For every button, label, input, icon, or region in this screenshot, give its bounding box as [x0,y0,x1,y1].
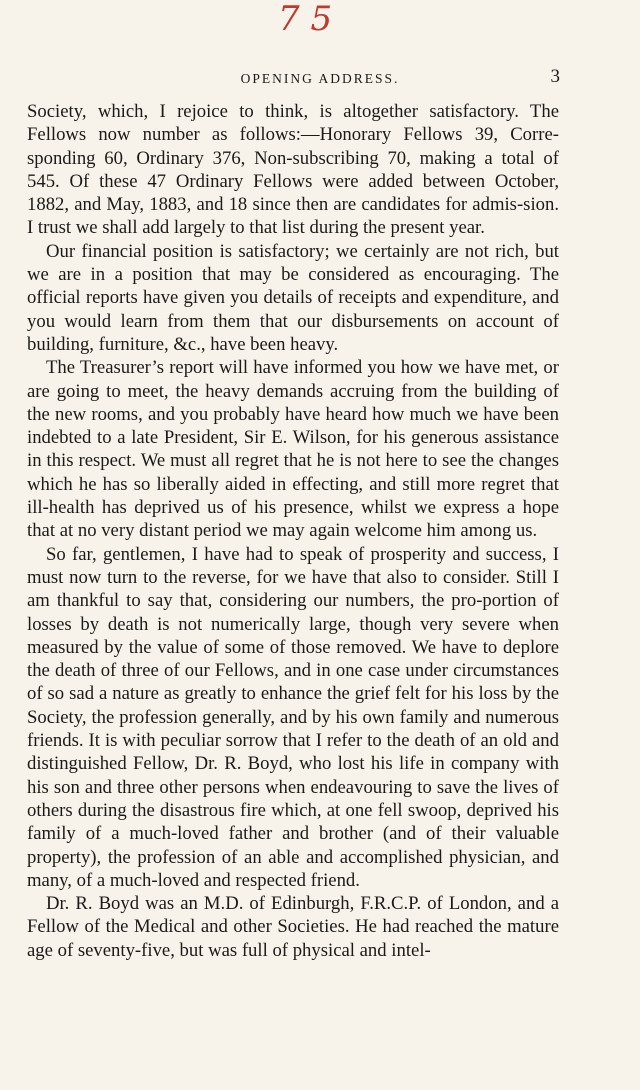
handwritten-annotation: 7 5 [278,0,333,39]
page-number: 3 [550,66,560,87]
paragraph-3: The Treasurer’s report will have informed you how we have met, or are going to meet, the heavy demands accruing from the building of the new rooms, and you probably have heard how much we have been indebted to a late President, Sir E. Wilson, for his generous assistance in this respect. We must all regret that he is not here to see the changes which he has so liberally aided in effecting, and still more regret that ill-health has deprived us of his presence, whilst we express a hope that at no very distant period we may again welcome him among us. [27,357,559,542]
running-title: OPENING ADDRESS. [240,71,400,86]
paragraph-4: So far, gentlemen, I have had to speak of prosperity and success, I must now turn to the reverse, for we have that also to consider. Still I am thankful to say that, considering our numbers, the pro-portion of losses by death is not numerically large, though very severe when measured by the value of some of those removed. We have to deplore the death of three of our Fellows, and in one case under circumstances of so sad a nature as greatly to enhance the grief felt for his loss by the Society, the profession generally, and by his own family and numerous friends. It is with peculiar sorrow that I refer to the death of an old and distinguished Fellow, Dr. R. Boyd, who lost his life in company with his son and three other persons when endeavouring to save the lives of others during the disastrous fire which, at one fell swoop, deprived his family of a much-loved father and brother (and of their valuable property), the profession of an able and accomplished physician, and many, of a much-loved and respected friend. [27,543,559,891]
running-header [0,65,640,89]
body-text [27,100,559,962]
paragraph-5: Dr. R. Boyd was an M.D. of Edinburgh, F.R.C.P. of London, and a Fellow of the Medical and other Societies. He had reached the mature age of seventy-five, but was full of physical and intel- [27,893,559,961]
paragraph-1: Society, which, I rejoice to think, is altogether satisfactory. The Fellows now number as follows:—Honorary Fellows 39, Corre-sponding 60, Ordinary 376, Non-subscribing 70, making a total of 545. Of these 47 Ordinary Fellows were added between October, 1882, and May, 1883, and 18 since then are candidates for admis-sion. I trust we shall add largely to that list during the present year. [27,101,559,239]
paragraph-2: Our financial position is satisfactory; we certainly are not rich, but we are in a position that may be considered as encouraging. The official reports have given you details of receipts and expenditure, and you would learn from them that our disbursements on account of building, furniture, &c., have been heavy. [27,240,559,355]
